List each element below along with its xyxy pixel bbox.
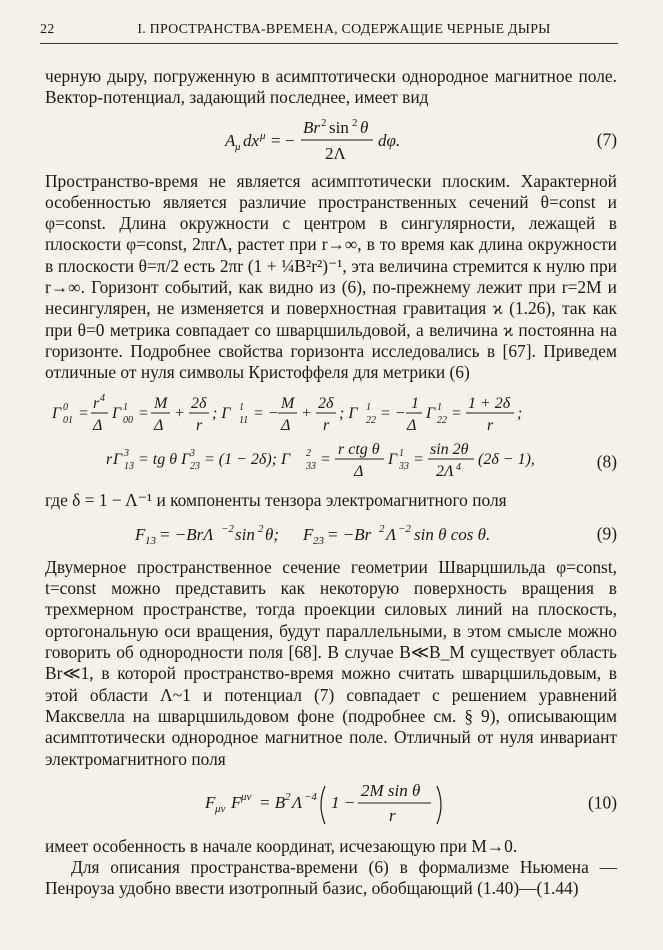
svg-text:; Γ: ; Γ xyxy=(339,404,358,422)
svg-text:4: 4 xyxy=(100,392,105,404)
svg-text:Λ: Λ xyxy=(292,792,303,812)
running-title: I. ПРОСТРАНСТВА-ВРЕМЕНА, СОДЕРЖАЩИЕ ЧЕРНЫЕ ДЫРЫ xyxy=(137,22,551,37)
svg-text:sin: sin xyxy=(329,117,349,137)
svg-text:Γ: Γ xyxy=(388,450,398,468)
svg-text:2: 2 xyxy=(352,116,358,129)
svg-text:0: 0 xyxy=(63,401,68,413)
svg-text:=: = xyxy=(320,450,331,468)
svg-text:Δ: Δ xyxy=(281,416,291,434)
svg-text:F: F xyxy=(135,524,146,544)
svg-text:23: 23 xyxy=(313,534,324,547)
equation-9 xyxy=(45,516,617,552)
svg-text:2Λ: 2Λ xyxy=(436,462,454,480)
svg-text:Δ: Δ xyxy=(407,416,417,434)
svg-text:+: + xyxy=(174,404,185,422)
equation-7-formula xyxy=(221,115,441,165)
svg-text:Γ: Γ xyxy=(112,404,122,422)
svg-text:(2δ − 1),: (2δ − 1), xyxy=(478,450,535,468)
svg-text:r: r xyxy=(389,805,396,825)
svg-text:= −: = − xyxy=(380,404,406,422)
svg-text:sin θ cos θ.: sin θ cos θ. xyxy=(414,524,491,544)
svg-text:22: 22 xyxy=(366,414,376,426)
svg-text:μ: μ xyxy=(235,140,241,153)
svg-text:1: 1 xyxy=(366,401,371,413)
svg-text:dx: dx xyxy=(243,130,260,150)
svg-text:01: 01 xyxy=(63,414,73,426)
svg-text:33: 33 xyxy=(306,460,316,472)
svg-text:2: 2 xyxy=(379,522,385,535)
svg-text:1: 1 xyxy=(411,394,419,412)
svg-text:=: = xyxy=(78,404,89,422)
svg-text:F: F xyxy=(205,792,216,812)
svg-text:3: 3 xyxy=(190,447,195,459)
svg-text:33: 33 xyxy=(399,460,409,472)
equation-7 xyxy=(45,114,617,166)
svg-text:−2: −2 xyxy=(398,522,411,535)
equation-8 xyxy=(45,389,617,485)
equation-7-number: (7) xyxy=(596,128,617,149)
svg-text:2: 2 xyxy=(306,447,311,459)
equation-9-formula xyxy=(131,518,531,550)
svg-text:μν: μν xyxy=(241,790,252,803)
svg-text:1 −: 1 − xyxy=(331,792,356,812)
svg-text:2M sin θ: 2M sin θ xyxy=(361,780,421,800)
svg-text:−4: −4 xyxy=(304,790,317,803)
paragraph-3: где δ = 1 − Λ⁻¹ и компоненты тензора электромагнитного поля xyxy=(45,489,507,510)
svg-text:1: 1 xyxy=(399,447,404,459)
svg-text:μν: μν xyxy=(215,802,226,815)
svg-text:Γ: Γ xyxy=(426,404,436,422)
svg-text:μ: μ xyxy=(260,129,266,142)
svg-text:1: 1 xyxy=(239,401,244,413)
svg-text:= −: = − xyxy=(271,130,295,150)
equation-8-formula xyxy=(46,390,616,484)
svg-text:r: r xyxy=(323,416,330,434)
page-number: 22 xyxy=(40,22,55,37)
svg-text:13: 13 xyxy=(145,534,156,547)
svg-text:2Λ: 2Λ xyxy=(325,143,346,163)
page-body xyxy=(45,66,617,900)
svg-text:11: 11 xyxy=(239,414,249,426)
equation-10-formula xyxy=(201,776,461,830)
svg-text:= −: = − xyxy=(253,404,279,422)
svg-text:= −BrΛ: = −BrΛ xyxy=(159,524,214,544)
svg-text:Br: Br xyxy=(303,117,320,137)
svg-text:00: 00 xyxy=(123,414,133,426)
svg-text:2: 2 xyxy=(321,116,327,129)
running-header xyxy=(40,22,618,44)
paragraph-4: Двумерное пространственное сечение геометрии Шварцшильда φ=const, t=const можно представить как некоторую поверхность вращения в трехмерном пространстве, тогда проекции силовых линий на плоскость, ортогональную оси вращения, будут параллельными, в этом смысле можно говорить об однородности поля [68]. В случае B≪B_M существует область Br≪1, в которой пространство-время можно считать шварцшильдовым, в этой области Λ~1 и потенциал (7) совпадает с решением уравнений Максвелла на шварцшильдовом фоне (подробнее см. § 9), описывающим асимптотически однородное магнитное поле. Отличный от нуля инвариант электромагнитного поля xyxy=(45,556,617,769)
svg-text:= (1 − 2δ); Γ: = (1 − 2δ); Γ xyxy=(204,450,291,468)
svg-text:2δ: 2δ xyxy=(318,394,334,412)
svg-text:r ctg θ: r ctg θ xyxy=(338,440,380,458)
svg-text:Δ: Δ xyxy=(354,462,364,480)
svg-text:sin: sin xyxy=(235,524,255,544)
equation-10 xyxy=(45,775,617,831)
paragraph-1: черную дыру, погруженную в асимптотически однородное магнитное поле. Вектор-потенциал, задающий последнее, имеет вид xyxy=(45,66,617,108)
svg-text:= B: = B xyxy=(259,792,286,812)
svg-text:;: ; xyxy=(517,404,523,422)
svg-text:sin 2θ: sin 2θ xyxy=(430,440,469,458)
svg-text:M: M xyxy=(281,394,295,412)
paragraph-2: Пространство-время не является асимптотически плоским. Характерной особенностью является различие пространственных сечений θ=const и φ=const. Длина окружности с центром в сингулярности, лежащей в плоскости φ=const, 2πrΛ, растет при r→∞, в то время как длина окружности в плоскости θ=π/2 есть 2πr (1 + ¼B²r²)⁻¹, эта величина стремится к нулю при r→∞. Горизонт событий, как видно из (6), по-прежнему лежит при r=2M и несингулярен, не изменяется и поверхностная гравитация ϰ (1.26), так как при θ=0 метрика совпадает со шварцшильдовой, а величина ϰ постоянна на горизонте. Подробнее свойства горизонта исследовались в [67]. Приведем отличные от нуля символы Кристоффеля для метрики (6) xyxy=(45,170,617,383)
svg-text:r: r xyxy=(196,416,203,434)
svg-text:= −Br: = −Br xyxy=(327,524,372,544)
svg-text:1 + 2δ: 1 + 2δ xyxy=(468,394,511,412)
svg-text:r: r xyxy=(106,450,113,468)
svg-text:22: 22 xyxy=(437,414,447,426)
svg-text:Γ: Γ xyxy=(52,404,62,422)
svg-text:Δ: Δ xyxy=(93,416,103,434)
svg-text:=: = xyxy=(413,450,424,468)
svg-text:−2: −2 xyxy=(221,522,234,535)
svg-text:; Γ: ; Γ xyxy=(212,404,231,422)
svg-text:r: r xyxy=(487,416,494,434)
svg-text:=: = xyxy=(451,404,462,422)
svg-text:1: 1 xyxy=(437,401,442,413)
svg-text:θ;: θ; xyxy=(265,524,280,544)
svg-text:1: 1 xyxy=(123,401,128,413)
svg-text:r: r xyxy=(93,394,100,412)
svg-text:3: 3 xyxy=(124,447,129,459)
svg-text:= tg θ Γ: = tg θ Γ xyxy=(138,450,191,468)
svg-text:F: F xyxy=(231,792,242,812)
svg-text:23: 23 xyxy=(190,460,200,472)
equation-8-number: (8) xyxy=(596,450,617,471)
svg-text:Δ: Δ xyxy=(154,416,164,434)
svg-text:=: = xyxy=(138,404,149,422)
equation-9-number: (9) xyxy=(596,523,617,544)
svg-text:F: F xyxy=(303,524,314,544)
paragraph-6: Для описания пространства-времени (6) в формализме Ньюмена — Пенроуза удобно ввести изотропный базис, обобщающий (1.40)—(1.44) xyxy=(45,857,617,899)
svg-text:Γ: Γ xyxy=(113,450,123,468)
paragraph-5: имеет особенность в начале координат, исчезающую при M→0. xyxy=(45,835,518,856)
svg-text:Λ: Λ xyxy=(386,524,397,544)
svg-text:2δ: 2δ xyxy=(191,394,207,412)
svg-text:dφ.: dφ. xyxy=(378,130,401,150)
svg-text:2: 2 xyxy=(285,790,291,803)
svg-text:A: A xyxy=(225,130,236,150)
svg-text:2: 2 xyxy=(258,522,264,535)
svg-text:4: 4 xyxy=(456,461,461,473)
svg-text:+: + xyxy=(301,404,312,422)
equation-10-number: (10) xyxy=(588,792,617,813)
svg-text:13: 13 xyxy=(124,460,134,472)
svg-text:M: M xyxy=(154,394,168,412)
svg-text:θ: θ xyxy=(360,117,369,137)
